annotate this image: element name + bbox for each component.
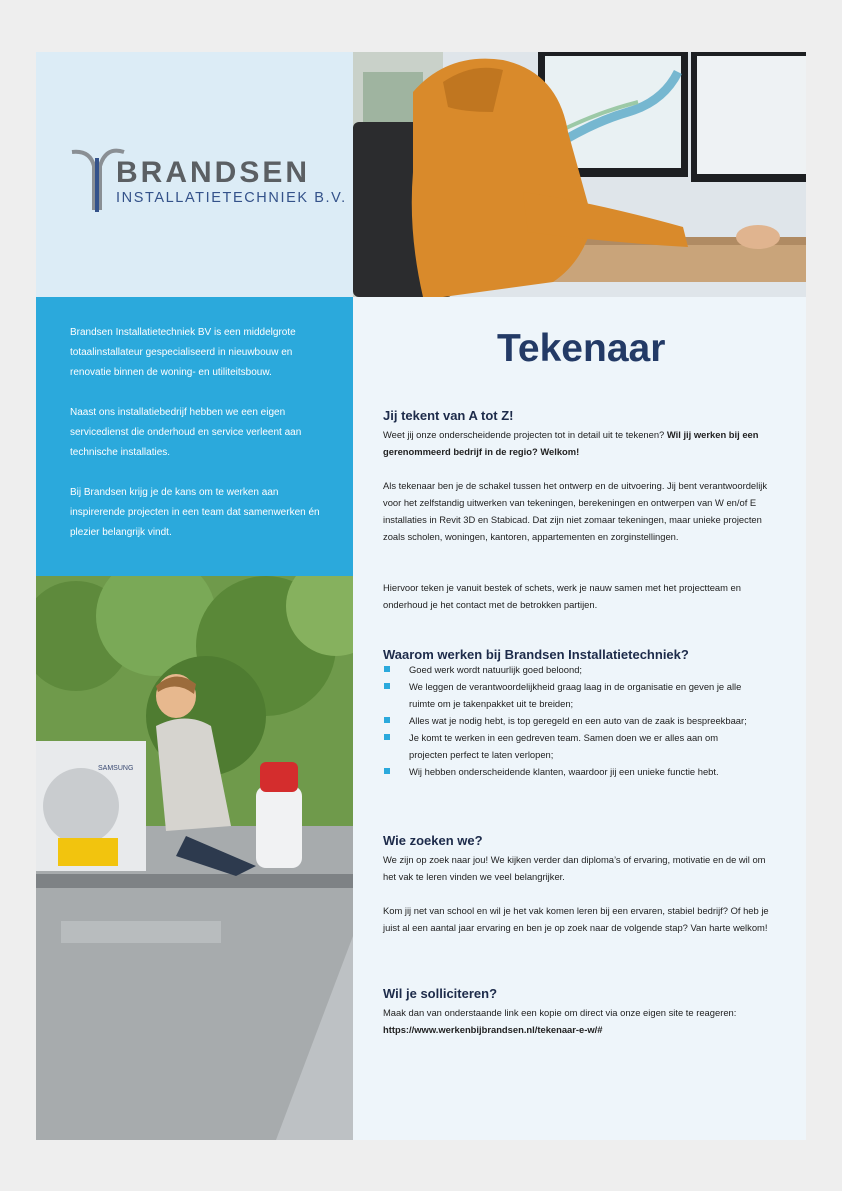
benefit-text: Je komt te werken in een gedreven team. Samen doen we er alles aan om projecten perfect te laten verlopen;	[409, 732, 719, 760]
square-bullet-icon	[384, 734, 390, 740]
section-heading-waarom: Waarom werken bij Brandsen Installatietechniek?	[383, 647, 689, 662]
benefit-text: Goed werk wordt natuurlijk goed beloond;	[409, 664, 583, 675]
job-title: Tekenaar	[497, 327, 666, 370]
square-bullet-icon	[384, 683, 390, 689]
square-bullet-icon	[384, 666, 390, 672]
intro-paragraph: Brandsen Installatietechniek BV is een middelgrote totaalinstallateur gespecialiseerd in nieuwbouw en renovatie binnen de woning- en utiliteitsbouw.	[70, 327, 296, 378]
section1-paragraph: Hiervoor teken je vanuit bestek of schets, werk je nauw samen met het projectteam en onderhoud je het contact met de betrokken partijen.	[383, 582, 741, 610]
apply-text: Maak dan van onderstaande link een kopie om direct via onze eigen site te reageren:	[383, 1007, 737, 1018]
vacancy-page	[36, 52, 806, 1140]
square-bullet-icon	[384, 717, 390, 723]
intro-panel	[36, 297, 353, 576]
benefit-text: Wij hebben onderscheidende klanten, waardoor jij een unieke functie hebt.	[409, 766, 719, 777]
benefit-item	[383, 729, 749, 763]
rooftop-photo	[36, 576, 353, 1140]
section-heading-solliciteren: Wil je solliciteren?	[383, 986, 498, 1001]
section3-paragraph: Kom jij net van school en wil je het vak komen leren bij een ervaren, stabiel bedrijf? Of heb je juist al een aantal jaar ervaring en ben je op zoek naar de volgende stap? Van harte welkom!	[383, 905, 769, 933]
benefits-list	[383, 661, 783, 780]
logo-wordmark: BRANDSEN	[116, 156, 311, 189]
benefit-item	[383, 661, 749, 678]
benefit-text: We leggen de verantwoordelijkheid graag laag in de organisatie en geven je alle ruimte om je takenpakket uit te breiden;	[409, 681, 742, 709]
photo-unit-brand-label: SAMSUNG	[98, 765, 134, 772]
benefit-item	[383, 712, 749, 729]
logo-subtitle: INSTALLATIETECHNIEK B.V.	[116, 190, 347, 206]
section-heading-wie: Wie zoeken we?	[383, 833, 483, 848]
office-photo	[353, 52, 806, 297]
benefit-item	[383, 678, 749, 712]
apply-link[interactable]: https://www.werkenbijbrandsen.nl/tekenaar-e-w/#	[383, 1024, 603, 1035]
intro-paragraph: Naast ons installatiebedrijf hebben we een eigen servicedienst die onderhoud en service verleent aan technische installaties.	[70, 407, 302, 458]
section3-paragraph: We zijn op zoek naar jou! We kijken verder dan diploma’s of ervaring, motivatie en de wil om het vak te leren vinden we veel belangrijker.	[383, 854, 766, 882]
section-heading-tekent: Jij tekent van A tot Z!	[383, 408, 514, 423]
intro-paragraph: Bij Brandsen krijg je de kans om te werken aan inspirerende projecten in een team dat samenwerken én plezier belangrijk vindt.	[70, 487, 320, 538]
logo-panel	[36, 52, 353, 297]
section1-lead: Weet jij onze onderscheidende projecten tot in detail uit te tekenen? Wil jij werken bij een gerenommeerd bedrijf in de regio? Welkom!	[383, 429, 759, 457]
benefit-text: Alles wat je nodig hebt, is top geregeld en een auto van de zaak is bespreekbaar;	[409, 715, 747, 726]
square-bullet-icon	[384, 768, 390, 774]
section1-paragraph: Als tekenaar ben je de schakel tussen het ontwerp en de uitvoering. Jij bent verantwoordelijk voor het zelfstandig uitwerken van tekeningen, berekeningen en ontwerpen van W en/of E installaties in Revit 3D en Stabicad. Dat zijn niet zomaar tekeningen, maar unieke projecten zoals scholen, woningen, kantoren, appartementen en zorginstellingen.	[383, 480, 768, 542]
benefit-item	[383, 763, 749, 780]
